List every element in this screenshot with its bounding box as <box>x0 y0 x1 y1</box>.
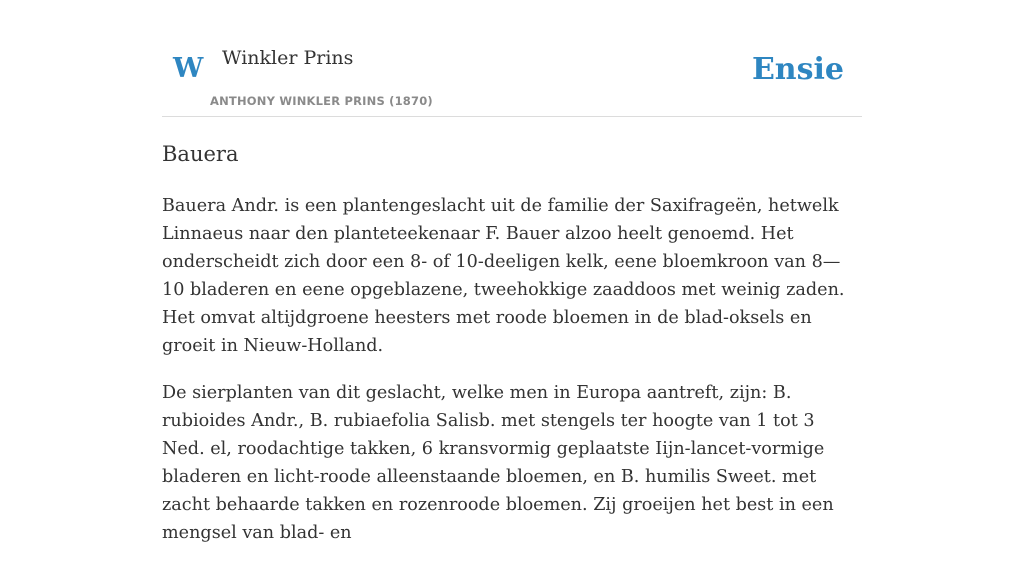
article-paragraph: Bauera Andr. is een plantengeslacht uit de familie der Saxifrageën, hetwelk Linnaeus naar den planteteekenaar F. Bauer alzoo heelt genoemd. Het onderscheidt zich door een 8- of 10-deeligen kelk, eene bloemkroon van 8—10 bladeren en eene opgeblazene, tweehokkige zaaddoos met weinig zaden. Het omvat altijdgroene heesters met roode bloemen in de blad-oksels en groeit in Nieuw-Holland. <box>162 196 845 356</box>
article-paragraph: De sierplanten van dit geslacht, welke men in Europa aantreft, zijn: B. rubioides Andr., B. rubiaefolia Salisb. met stengels ter hoogte van 1 tot 3 Ned. el, roodachtige takken, 6 kransvormig geplaatste Iijn-lancet-vormige bladeren en licht-roode alleenstaande bloemen, en B. humilis Sweet. met zacht behaarde takken en rozenroode bloemen. Zij groeijen het best in een mengsel van blad- en <box>162 383 834 543</box>
source-logo-icon[interactable]: W <box>173 53 204 84</box>
article-title: Bauera <box>162 142 239 166</box>
source-subtitle: ANTHONY WINKLER PRINS (1870) <box>210 94 433 108</box>
article-body <box>162 192 862 566</box>
source-title-link[interactable]: Winkler Prins <box>222 47 354 69</box>
brand-logo-link[interactable]: Ensie <box>751 52 844 87</box>
source-header <box>162 0 862 117</box>
